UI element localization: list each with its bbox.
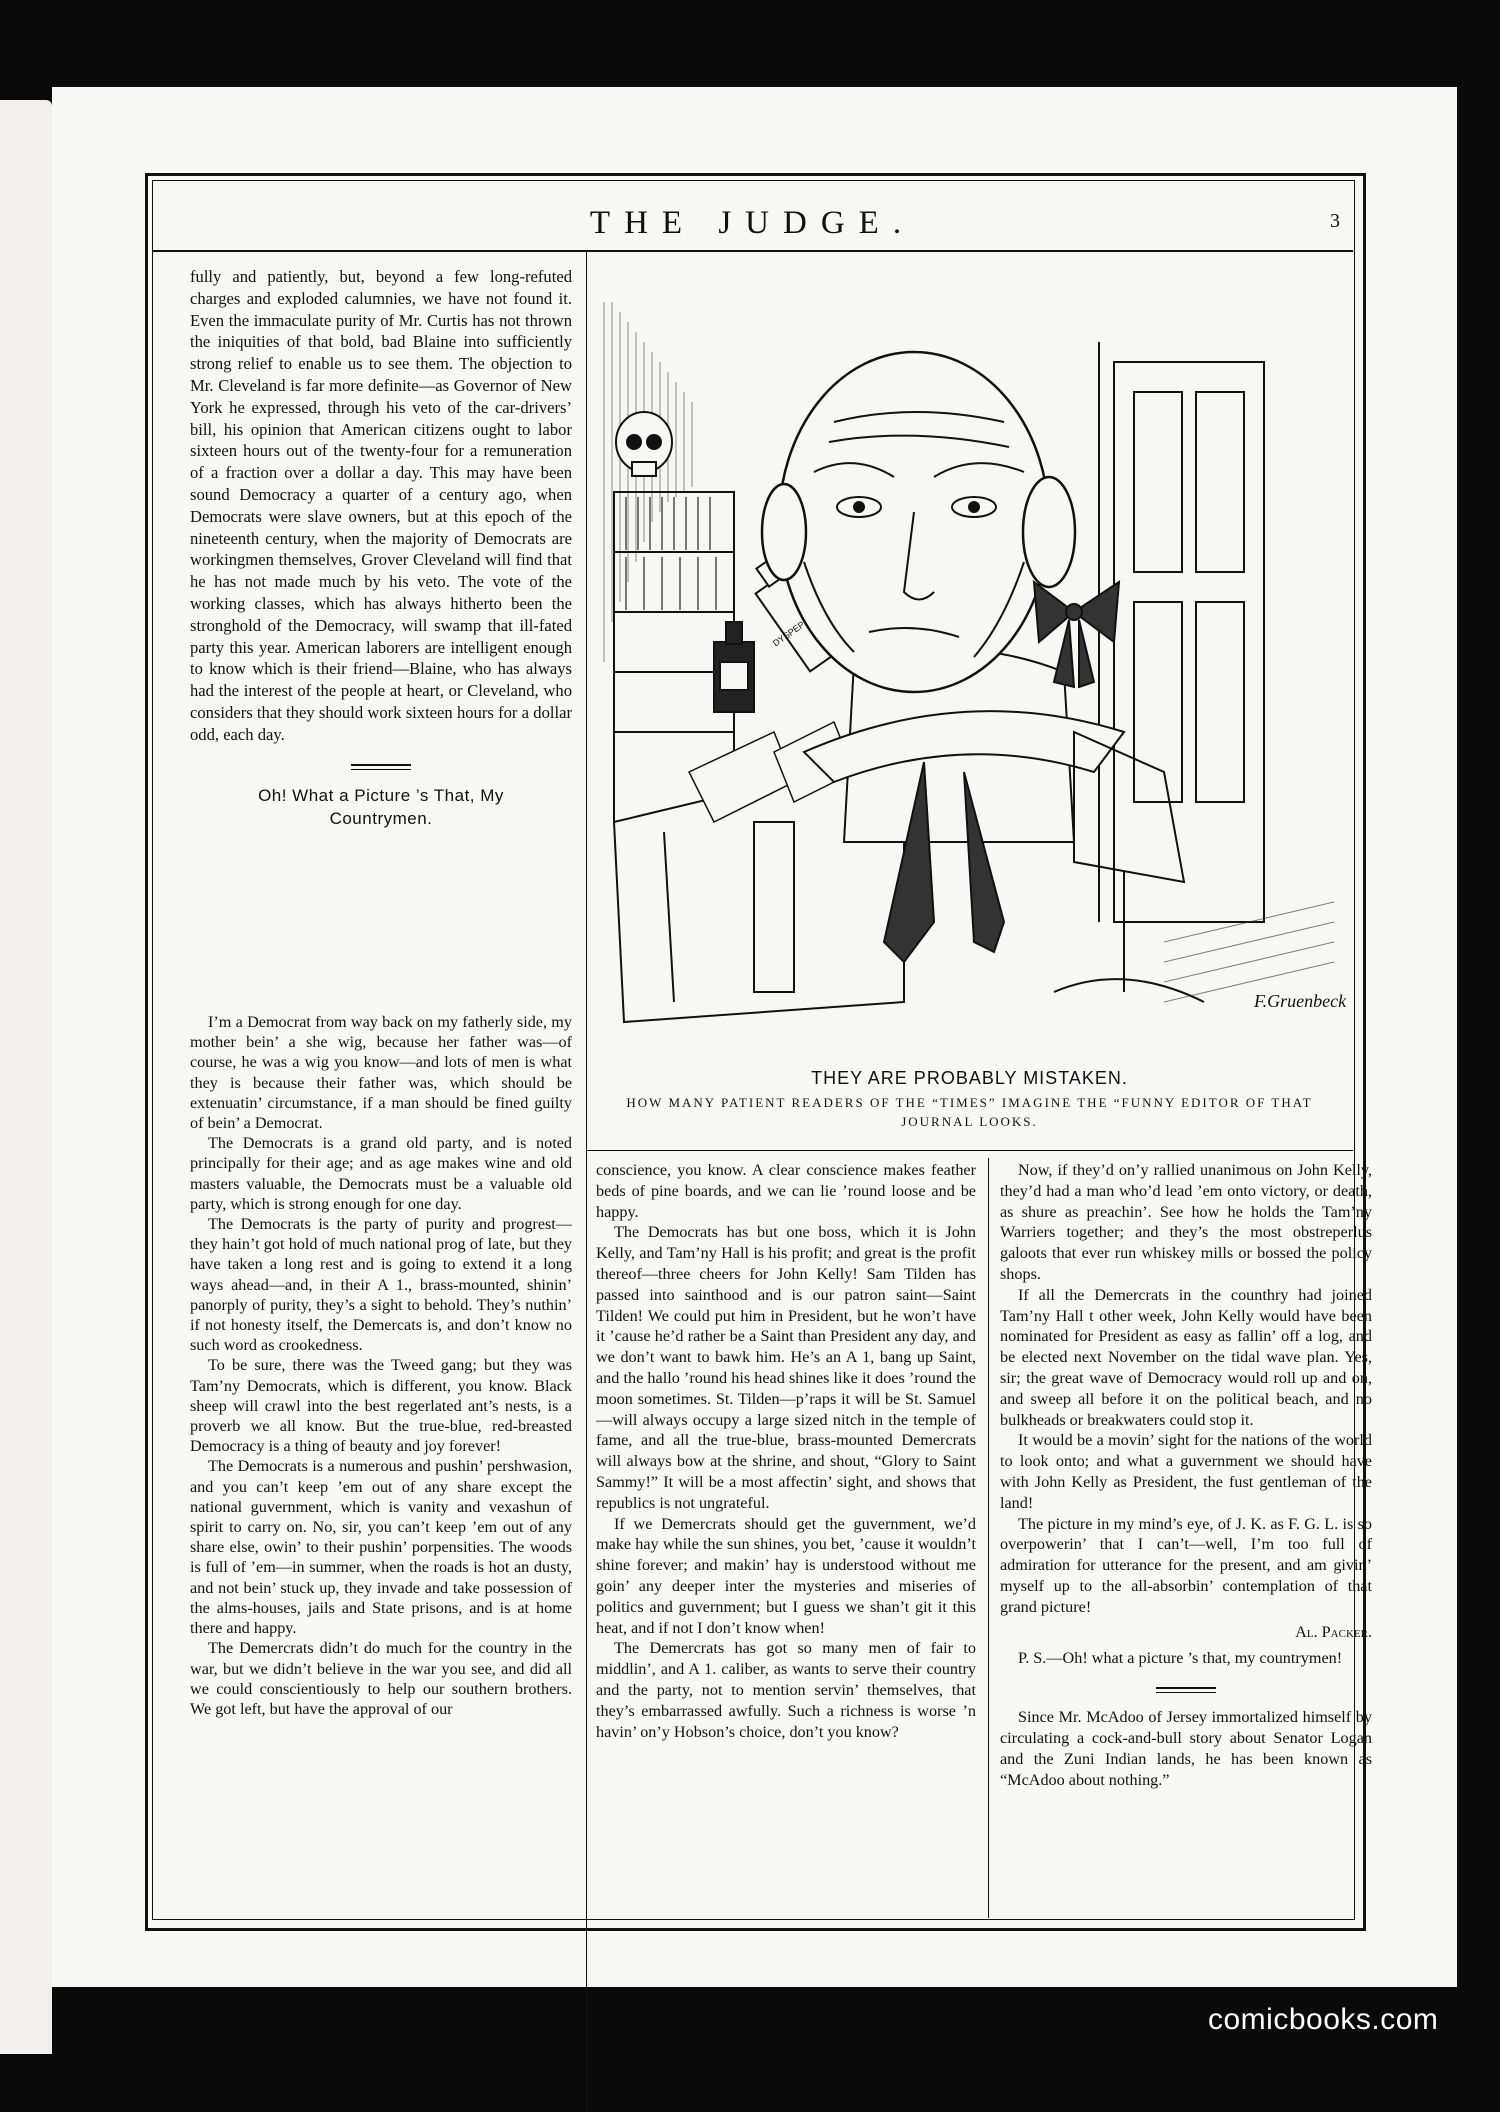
article-paragraph: To be sure, there was the Tweed gang; but they was Tam’ny Democrats, which is different, you know. Black sheep will crawl into the best regerlated ant’s nests, is a proverb we all know. But the true-blue, red-breasted Democracy is a thing of beauty and joy forever! xyxy=(190,1356,572,1456)
article-paragraph: The Democrats is the party of purity and progrest—they hain’t got hold of much national prog of late, but they have taken a long rest and is going to extend it a long ways ahead—and, in their A 1., brass-mounted, shinin’ panorply of purity, they’s a sight to behold. They’s nuthin’ if not honesty itself, the Demercats is, and don’t know no such word as crookedness. xyxy=(190,1215,572,1355)
column-rule xyxy=(586,252,587,2112)
article-paragraph: If we Demercrats should get the guvernment, we’d make hay while the sun shines, you bet, ’cause it wouldn’t shine forever; and makin’ hay is understood without me goin’ any deeper inter the mysteries and miseries of politics and guvernment; but I guess we shan’t git it this heat, and if not I don’t know when! xyxy=(596,1514,976,1637)
article-paragraph: The Democrats is a numerous and pushin’ pershwasion, and you can’t keep ’em out of any share except the national guvernment, which is vanity and vexashun of spirit to carry on. No, sir, you can’t keep ’em out of any share else, owin’ to their pushin’ porpensities. The woods is full of ’em—in summer, when the roads is hot an dusty, and not bein’ stuck up, they invade and take possession of the alms-houses, jails and State prisons, and is at home there and happy. xyxy=(190,1457,572,1638)
article-paragraph: The Demercrats didn’t do much for the country in the war, but we didn’t believe in the war you see, and did all we could conscientiously to help our southern brothers. We got left, but have the approval of our xyxy=(190,1639,572,1718)
scan-border xyxy=(1457,80,1500,2054)
page-number: 3 xyxy=(1330,210,1340,232)
article-paragraph: It would be a movin’ sight for the nations of the world to look onto; and what a guvernment we should have with John Kelly as President, the fust gentleman of the land! xyxy=(1000,1431,1372,1512)
article-paragraph: The picture in my mind’s eye, of J. K. as F. G. L. is so overpowerin’ that I can’t—well, I’m too full of admiration for utterance for the present, and am givin’ myself up to the all-absorbin’ contemplation of that grand picture! xyxy=(1000,1514,1372,1616)
site-watermark: comicbooks.com xyxy=(1208,2003,1439,2036)
cartoon-caption-title: THEY ARE PROBABLY MISTAKEN. xyxy=(811,1068,1128,1088)
article-paragraph: If all the Demercrats in the counthry had joined Tam’ny Hall t other week, John Kelly would have been nominated for President as easy as fallin’ off a log, and be elected next November on the tidal wave plan. Yes, sir; the great wave of Democracy would roll up and on, and sweep all before it on the political beach, and no bulkheads or breakwaters could stop it. xyxy=(1000,1285,1372,1429)
masthead-rule xyxy=(152,250,1353,252)
article-paragraph: Now, if they’d on’y rallied unanimous on John Kelly, they’d had a man who’d lead ’em onto victory, or death, as shure as preachin’. See how he holds the Tam’ny Warriers together; and they’s the most obstreperlus galoots that ever run whiskey mills or bossed the policy shops. xyxy=(1000,1161,1372,1283)
section-divider xyxy=(1156,1687,1216,1693)
editorial-paragraph: fully and patiently, but, beyond a few long-refuted charges and exploded calumnies, we have not found it. Even the immaculate purity of Mr. Curtis has not thrown the iniquities of that bold, bad Blaine into sufficiently strong relief to enable us to see them. The objection to Mr. Cleveland is far more definite—as Governor of New York he expressed, through his veto of the car-drivers’ bill, his opinion that American citizens ought to labor sixteen hours out of the twenty-four for a remuneration of a fraction over a dollar a day. This may have been sound Democracy a quarter of a century ago, when Democrats were slave owners, but at this epoch of the nineteenth century, when the majority of Democrats are workingmen themselves, Grover Cleveland will find that he has not made much by his veto. The vote of the working classes, which has always hitherto been the stronghold of the Democracy, will swamp that ill-fated party this year. American laborers are intelligent enough to know which is their friend—Blaine, who has always had the interest of the people at heart, or Cleveland, who considers that they should work sixteen hours for a dollar odd, each day. xyxy=(190,267,572,744)
adjacent-page-edge xyxy=(0,100,52,2054)
column-1 xyxy=(190,266,572,860)
article-title: Oh! What a Picture ’s That, My Countrymen. xyxy=(258,785,504,828)
article-column-1 xyxy=(190,1012,572,1719)
artist-signature: F.Gruenbeck xyxy=(1254,991,1347,1011)
author-signature: Al. Packer. xyxy=(1295,1622,1372,1641)
article-paragraph: The Demercrats has got so many men of fair to middlin’, and A 1. caliber, as wants to serve their country and the party, not to mention servin’ themselves, that they’s embarrassed awfully. Such a richness is worse ’n havin’ on’y Hobson’s choice, don’t you know? xyxy=(596,1639,976,1741)
section-divider xyxy=(351,764,411,770)
column-rule xyxy=(988,1158,989,1918)
article-paragraph: conscience, you know. A clear conscience makes feather beds of pine boards, and we can lie ’round loose and be happy. xyxy=(596,1161,976,1221)
cartoon-illustration xyxy=(604,302,1347,1037)
caption-rule xyxy=(586,1150,1353,1151)
article-paragraph: The Democrats is a grand old party, and is noted principally for their age; and as age makes wine and old masters valuable, the Democrats must be a valuable old party, which is strong enough for one day. xyxy=(190,1134,572,1213)
short-item: Since Mr. McAdoo of Jersey immortalized himself by circulating a cock-and-bull story about Senator Logan and the Zuni Indian lands, he has been known as “McAdoo about nothing.” xyxy=(1000,1708,1372,1789)
bottle-label: DYSPEPSIA xyxy=(770,611,818,649)
article-paragraph: I’m a Democrat from way back on my fatherly side, my mother bein’ a she wig, because her father was—of course, he was a wig you know—and lots of men is what they is because their father was, which should be extenuatin’ circumstance, if a man should be fined guilty of bein’ a Democrat. xyxy=(190,1013,572,1133)
postscript: P. S.—Oh! what a picture ’s that, my countrymen! xyxy=(1018,1649,1343,1668)
masthead-title: THE JUDGE. xyxy=(589,205,916,241)
cartoon-caption-subtitle: HOW MANY PATIENT READERS OF THE “TIMES” IMAGINE THE “FUNNY EDITOR OF THAT JOURNAL LOOKS. xyxy=(626,1095,1313,1129)
article-column-3 xyxy=(1000,1160,1372,1790)
article-column-2 xyxy=(596,1160,976,1742)
article-paragraph: The Democrats has but one boss, which it is John Kelly, and Tam’ny Hall is his profit; and great is the profit thereof—three cheers for John Kelly! Sam Tilden has passed into sainthood and is our patron saint—Saint Tilden! We could put him in President, but he won’t have it ’cause he’d rather be a Saint than President any day, and we don’t want to bawk him. He’s an A 1, bang up Saint, and the hallo ’round his head shines like it does ’round the moon sometimes. St. Tilden—p’raps it will be St. Samuel—will always occupy a large sized nitch in the temple of fame, and all the true-blue, brass-mounted Demercrats will always bow at the shrine, and shout, “Glory to Saint Sammy!” It will be a most affectin’ sight, and shows that republics is not ungrateful. xyxy=(596,1223,976,1512)
